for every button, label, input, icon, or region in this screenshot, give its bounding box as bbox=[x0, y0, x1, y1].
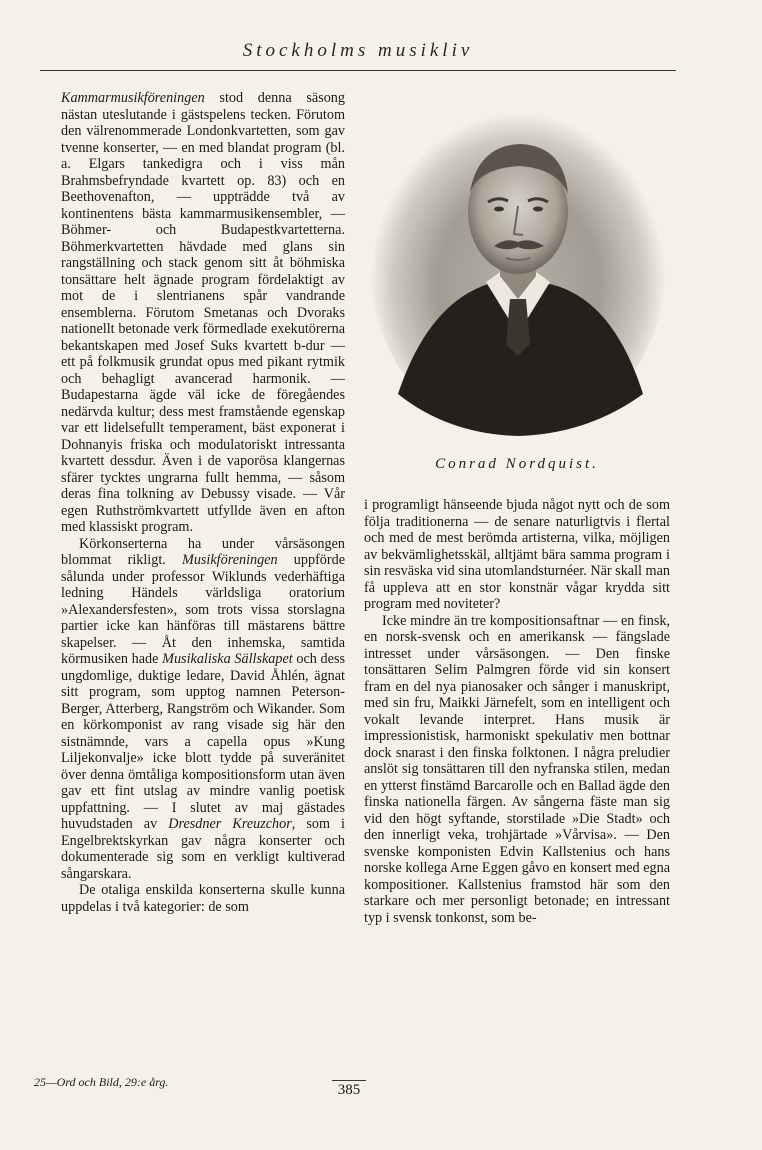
portrait-photo bbox=[368, 94, 668, 438]
running-title: Stockholms musikliv bbox=[242, 40, 474, 61]
page-number: 385 bbox=[332, 1080, 366, 1099]
italic-term: Musikaliska Sällskapet bbox=[162, 651, 293, 667]
portrait-illustration bbox=[368, 94, 668, 438]
paragraph bbox=[61, 90, 345, 536]
paragraph-text: , som i Engelbrektskyrkan gav några konserter och dokumenterade sig som en verkligt kultiverad sångarskara. bbox=[61, 816, 345, 882]
portrait-caption: Conrad Nordquist. bbox=[435, 456, 599, 472]
right-column bbox=[364, 497, 670, 926]
paragraph: De otaliga enskilda konserterna skulle kunna uppdelas i två kategorier: de som bbox=[61, 882, 345, 915]
paragraph-text: Körkonserterna ha under vårsäsongen blommat rikligt. bbox=[61, 535, 345, 568]
paragraph: Icke mindre än tre kompositionsaftnar — en finsk, en norsk-svensk och en amerikansk — fängslade intresset under vårsäsongen. — Den finske tonsättaren Selim Palmgren förde vid sin konsert fram en del nya pianosaker och sånger i manuskript, med sin fru, Maikki Järnefelt, som en intelligent och vokalt levande interpret. Hans musik är impressionistisk, harmoniskt spekulativ men bottnar dock snarast i den finska folktonen. I några preludier anslöt sig tonsättaren till den nyfranska stilen, medan en ytterst finstämd Barcarolle och en Ballad ägde den finska nationella färgen. Av sångerna fäste man sig vid den högt syftande, storstilade »Die Stadt» och den innerligt veka, trohjärtade »Vårvisa». — Den svenske komponisten Edvin Kallstenius och hans norske kollega Arne Eggen gåvo en konsert med egna kompositioner. Kallstenius framstod här som den starkare och mer personligt betonade; en intressant typ i svensk tonkonst, som be- bbox=[364, 612, 670, 926]
paragraph-text: uppförde sålunda under professor Wiklunds vederhäftiga ledning Händels världsliga oratorium »Alexandersfesten», som trots vissa storslagna partier icke kan hänföras till mästarens bättre skapelser. — Åt den inhemska, samtida körmusiken hade bbox=[61, 552, 346, 667]
paragraph bbox=[61, 536, 345, 883]
italic-term: Dresdner Kreuzchor bbox=[168, 816, 292, 832]
paragraph: i programligt hänseende bjuda något nytt och de som följa traditionerna — de senare naturligtvis i flertal och med de mest berömda artisterna, vilka, möjligen av bekvämlighetsskäl, alltjämt bära samma program i sin resväska vid sina utomlandsturnéer. När skall man få uppleva att en stor konstnär vågar krydda sitt program med noviteter? bbox=[364, 497, 670, 612]
left-column bbox=[61, 90, 345, 915]
printer-signature: 25—Ord och Bild, 29:e årg. bbox=[34, 1075, 169, 1089]
paragraph-text: stod denna säsong nästan uteslutande i gästspelens tecken. Förutom den välrenommerade Londonkvartetten, som gav tvenne konserter, — en med blandat program (bl. a. Elgars tankedigra och i viss mån Brahmsbefryndade kvartett op. 83) och en Beethovenafton, — uppträdde två av kontinentens bästa kammarmusikensembler, — Böhmer- och Budapestkvartetterna. Böhmerkvartetten hävdade med glans sin rangställning och stack genom sitt åt böhmiska tonsättare helt ägnade program fördelaktigt av mot de i slentrianens spår vandrande ensemblerna. Förutom Smetanas och Dvoraks nationellt betonade verk förmedlade exekutörerna bekantskapen med Josef Suks kvartett b-dur — ett på folkmusik grundat opus med pikant rytmik och behagligt avancerad harmonik. — Budapestarna ägde väl icke de föregåendes nedärvda kultur; dess mest framstående egenskap var ett lidelsefullt temperament, bäst exponerat i Dohnanyis friska och modulatoriskt intressanta kvartett dessdur. Även i de vaporösa klangernas sfärer tycktes ungrarna fullt hemma, — såsom deras fina tolkning av Debussy visade. — Vår egen Ruthströmkvartett utfyllde även en afton med klassiskt program. bbox=[61, 90, 345, 535]
italic-term: Musikföreningen bbox=[182, 552, 278, 568]
paragraph-text: och dess ungdomlige, duktige ledare, David Åhlén, ägnat sitt program, som upptog namnen Peterson-Berger, Atterberg, Rangström och Wikander. Som en körkomponist av rang visade sig här den sistnämnde, vars a capella opus »Kung Liljekonvalje» icke blott tydde på suveränitet över denna ömtåliga kompositionsform utan även gav ett fint utslag av mindre vanlig poetisk uppfattning. — I slutet av maj gästades huvudstaden av bbox=[61, 651, 345, 832]
italic-term: Kammarmusikföreningen bbox=[61, 90, 205, 106]
header-rule bbox=[40, 70, 676, 71]
